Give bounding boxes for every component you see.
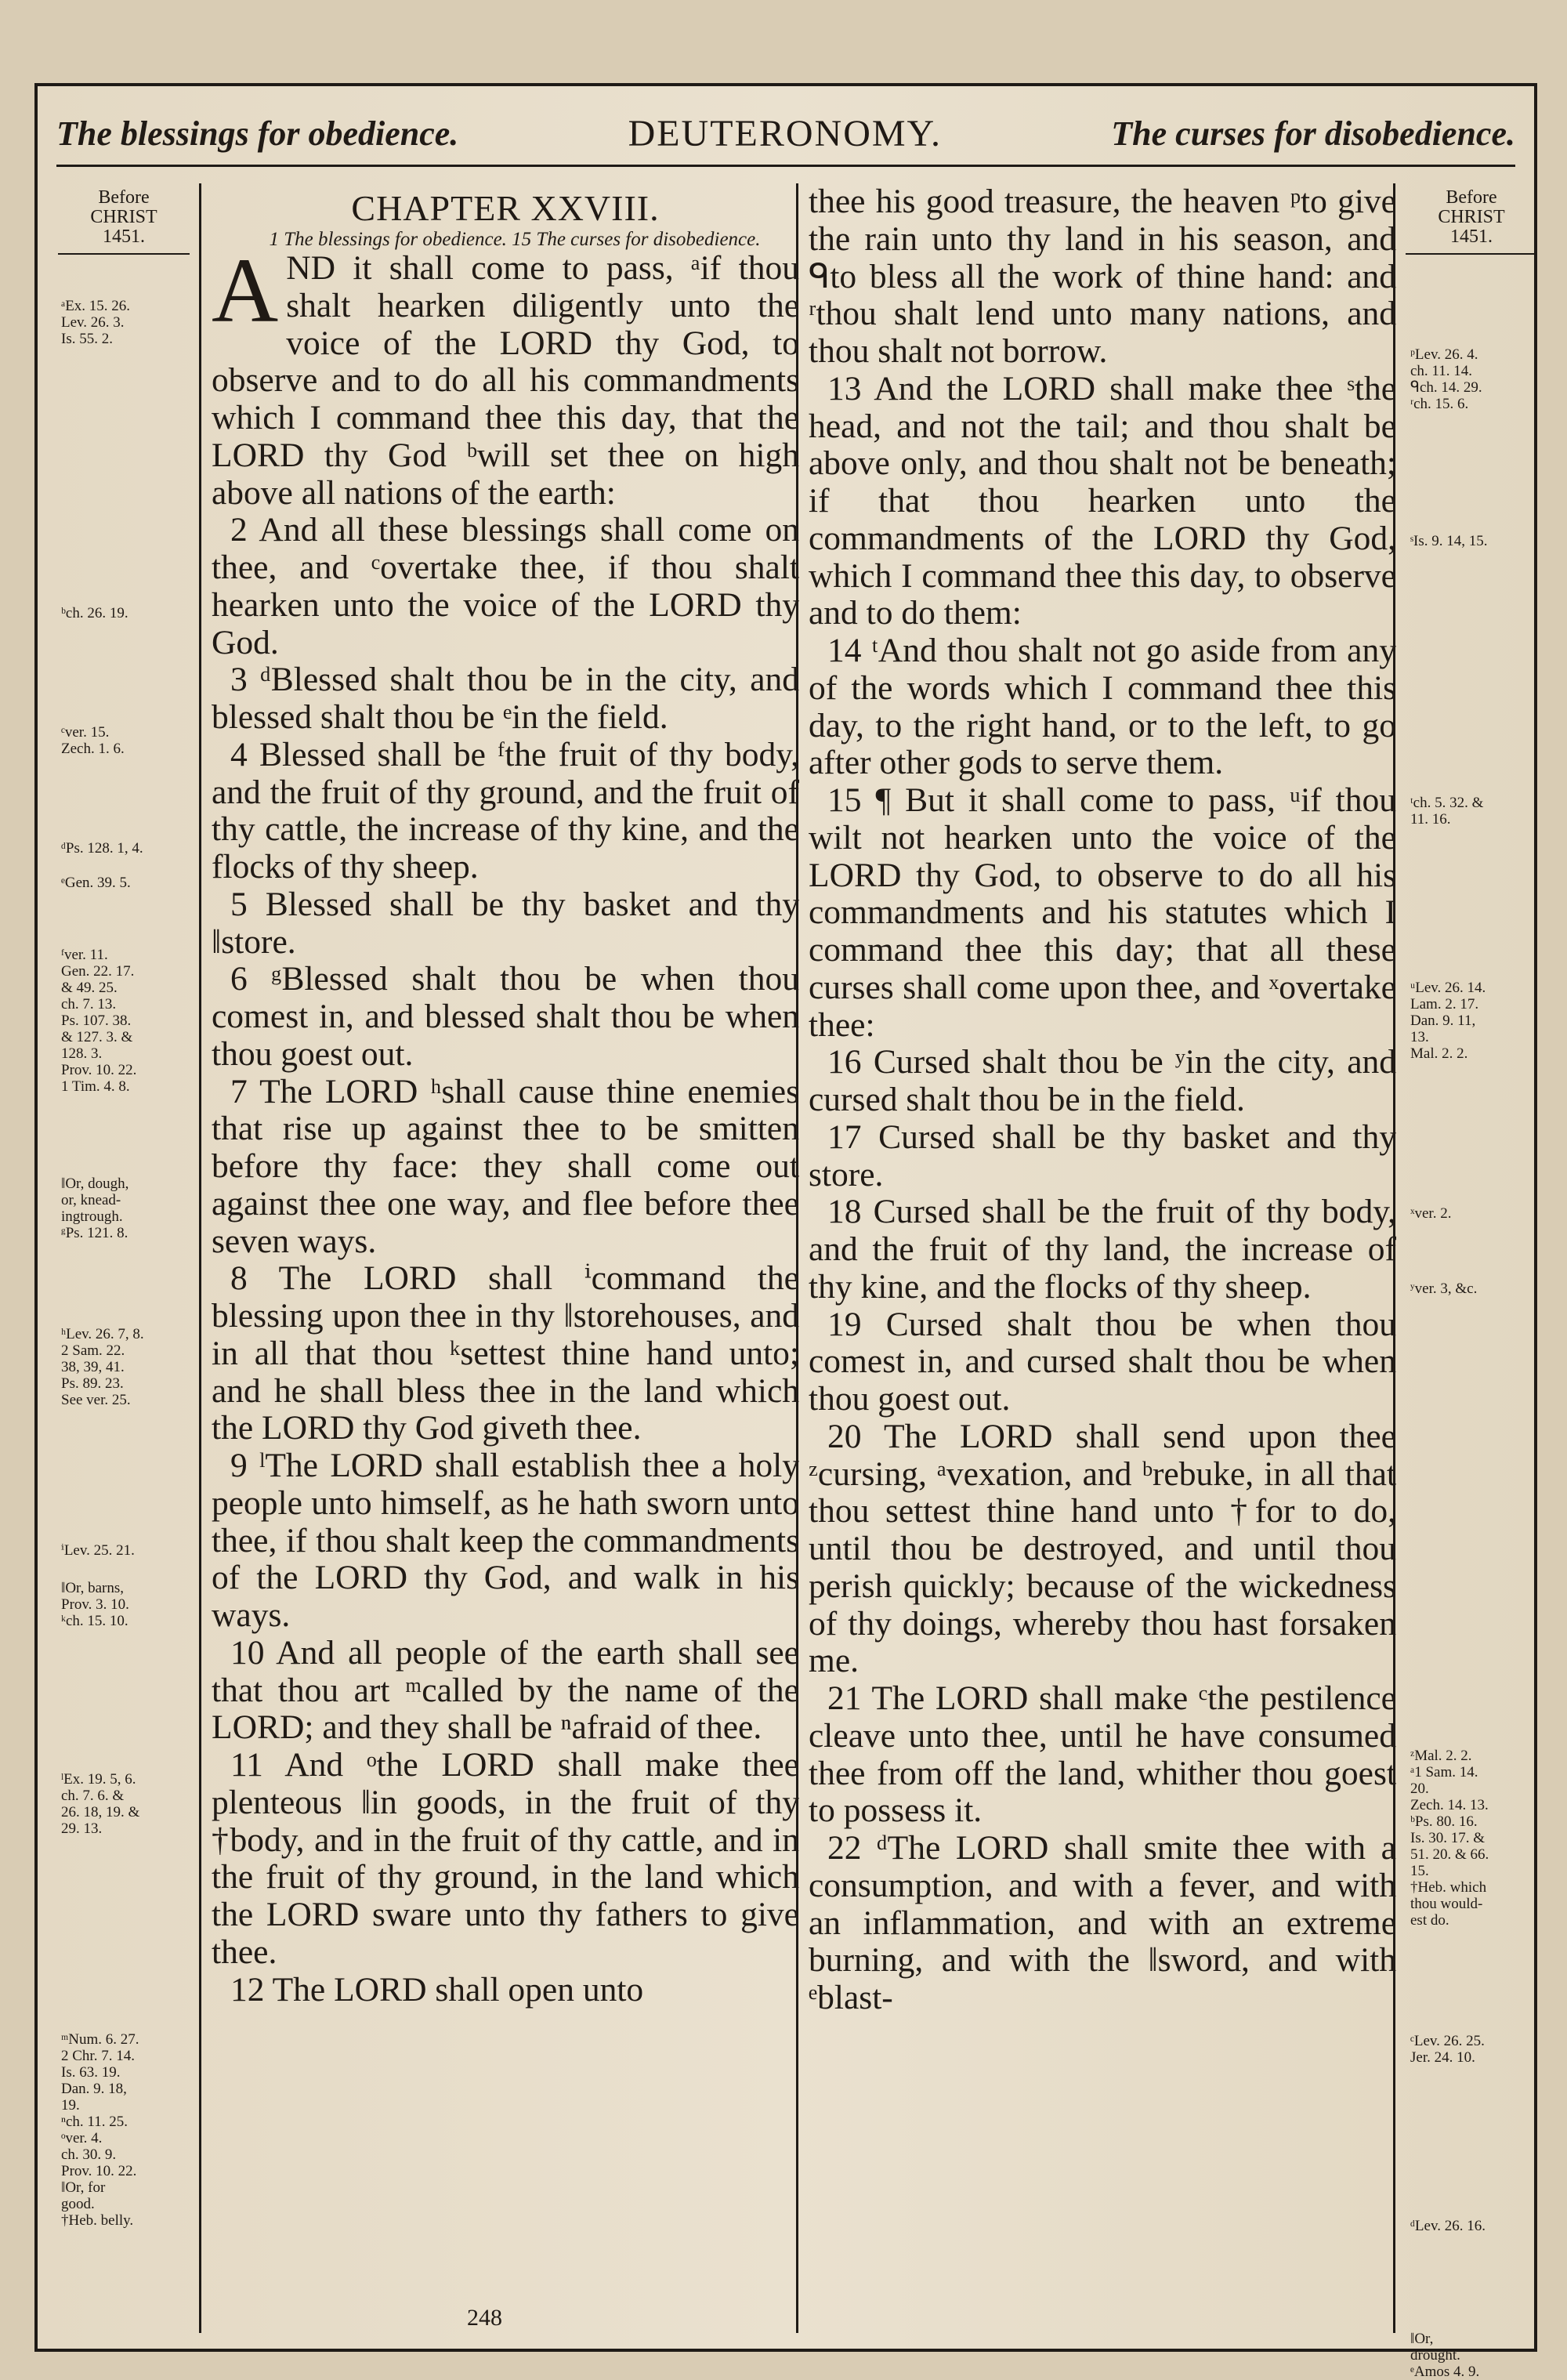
margin-note: ⁱLev. 25. 21. [61,1542,135,1559]
text-column-right [809,183,1396,2294]
verse: 12 The LORD shall open unto [230,1970,644,2009]
verse: 14 ᵗAnd thou shalt not go aside from any of the words which I command thee this day, to the right hand, or to the left, to go after other gods to serve them. [809,632,1396,782]
verse: 4 Blessed shall be ᶠthe fruit of thy body, and the fruit of thy ground, and the fruit of thy cattle, the increase of thy kine, and the flocks of thy sheep. [212,735,799,886]
right-margin-heading: Before CHRIST 1451. [1406,183,1537,255]
margin-note: ᶻMal. 2. 2. ᵃ1 Sam. 14. 20. Zech. 14. 13. ᵇPs. 80. 16. Is. 30. 17. & 51. 20. & 66. 15. †Heb. which thou would- est do. [1410,1748,1489,1929]
running-head-right: The curses for disobedience. [1111,114,1515,153]
margin-note: ˢIs. 9. 14, 15. [1410,533,1488,549]
verse: 5 Blessed shall be thy basket and thy ‖store. [212,885,799,961]
margin-note: ᵈPs. 128. 1, 4. [61,840,143,857]
running-head-book-title: DEUTERONOMY. [628,112,943,154]
left-margin-heading: Before CHRIST 1451. [58,183,190,255]
verse: 13 And the LORD shall make thee ˢthe head, and not the tail; and thou shalt be above only, and thou shalt not be beneath; if that thou hearken unto the commandments of the LORD thy God, which I command thee this day, to observe and to do them: [809,369,1396,632]
verse: 9 ˡThe LORD shall establish thee a holy people unto himself, as he hath sworn unto thee, if thou shalt keep the commandments of the LORD thy God, and walk in his ways. [212,1447,799,1634]
margin-note: ᵇch. 26. 19. [61,605,128,621]
margin-note: ˡEx. 19. 5, 6. ch. 7. 6. & 26. 18, 19. & 29. 13. [61,1771,140,1837]
margin-note: ‖Or, dough, or, knead- ingtrough. ᵍPs. 121. 8. [61,1176,129,1241]
verse: 17 Cursed shall be thy basket and thy store. [809,1118,1396,1194]
verse: 8 The LORD shall ⁱcommand the blessing upon thee in thy ‖storehouses, and in all that thou ᵏsettest thine hand unto; and he shall bless thee in the land which the LORD thy God giveth thee. [212,1259,799,1447]
verse: 20 The LORD shall send upon thee ᶻcursing, ᵃvexation, and ᵇrebuke, in all that thou settest thine hand unto †for to do, until thou be destroyed, and until thou perish quickly; because of the wickedness of thy doings, whereby thou hast forsaken me. [809,1417,1396,1680]
margin-note: ᵃEx. 15. 26. Lev. 26. 3. Is. 55. 2. [61,298,131,347]
verse: 16 Cursed shalt thou be ʸin the city, and cursed shalt thou be in the field. [809,1043,1396,1118]
margin-note: ᶠver. 11. Gen. 22. 17. & 49. 25. ch. 7. 13. Ps. 107. 38. & 127. 3. & 128. 3. Prov. 10. 22. 1 Tim. 4. 8. [61,947,137,1095]
margin-note: ᶜver. 15. Zech. 1. 6. [61,724,125,757]
right-margin-notes [1401,183,1542,2380]
margin-note: ᵘLev. 26. 14. Lam. 2. 17. Dan. 9. 11, 13. Mal. 2. 2. [1410,980,1486,1062]
verse: 15 ¶ But it shall come to pass, ᵘif thou wilt not hearken unto the voice of the LORD thy God, to observe to do all his commandments and his statutes which I command thee this day; that all these curses shall come upon thee, and ˣovertake thee: [809,781,1396,1044]
margin-note: ˣver. 2. [1410,1205,1452,1222]
verse-1-text: ND it shall come to pass, ᵃif thou shalt hearken diligently unto the voice of the LORD thy God, to observe and to do all his commandments which I command thee this day, that the LORD thy God ᵇwill set thee on high above all nations of the earth: [212,249,799,512]
page-number: 248 [467,2305,502,2331]
verse: 2 And all these blessings shall come on thee, and ᶜovertake thee, if thou shalt hearken unto the voice of the LORD thy God. [212,511,799,661]
left-margin-notes [53,183,194,2333]
margin-note: ‖Or, drought. ᵉAmos 4. 9. [1410,2331,1480,2380]
verse: 21 The LORD shall make ᶜthe pestilence cleave unto thee, until he have consumed thee from off the land, whither thou goest to possess it. [809,1679,1396,1830]
running-head-left: The blessings for obedience. [56,114,459,153]
running-head [56,102,1515,167]
margin-note: ᵗch. 5. 32. & 11. 16. [1410,795,1484,828]
margin-note: ᵉGen. 39. 5. [61,875,131,891]
chapter-title: CHAPTER XXVIII. [351,188,660,228]
margin-note: ᵈLev. 26. 16. [1410,2218,1486,2234]
margin-note: ʰLev. 26. 7, 8. 2 Sam. 22. 38, 39, 41. Ps. 89. 23. See ver. 25. [61,1326,144,1408]
margin-note: ʸver. 3, &c. [1410,1281,1478,1297]
verse-continuation: thee his good treasure, the heaven ᵖto give the rain unto thy land in his season, and ᑫto bless all the work of thine hand: and ʳthou shalt lend unto many nations, and thou shalt not borrow. [809,183,1396,370]
verse: 18 Cursed shall be the fruit of thy body, and the fruit of thy land, the increase of thy kine, and the flocks of thy sheep. [809,1193,1396,1306]
verse: 6 ᵍBlessed shalt thou be when thou comest in, and blessed shalt thou be when thou goest out. [212,960,799,1073]
margin-note: ᵖLev. 26. 4. ch. 11. 14. ᑫch. 14. 29. ʳch. 15. 6. [1410,346,1482,412]
left-margin-rule [199,183,201,2333]
verse: 11 And ᵒthe LORD shall make thee plenteous ‖in goods, in the fruit of thy †body, and in the fruit of thy cattle, and in the fruit of thy ground, in the land which the LORD sware unto thy fathers to give thee. [212,1746,799,1971]
margin-note: ᵐNum. 6. 27. 2 Chr. 7. 14. Is. 63. 19. Dan. 9. 18, 19. ⁿch. 11. 25. ᵒver. 4. ch. 30. 9. Prov. 10. 22. ‖Or, for good. †Heb. belly. [61,2031,139,2229]
verse: 10 And all people of the earth shall see that thou art ᵐcalled by the name of the LORD; and they shall be ⁿafraid of thee. [212,1633,799,1747]
verse: 7 The LORD ʰshall cause thine enemies that rise up against thee to be smitten before thy face: they shall come out against thee one way, and flee before thee seven ways. [212,1072,799,1260]
chapter-summary: 1 The blessings for obedience. 15 The curses for disobedience. [269,229,761,250]
margin-note: ‖Or, barns, Prov. 3. 10. ᵏch. 15. 10. [61,1580,129,1629]
page-frame [34,83,1537,2380]
margin-note: ᶜLev. 26. 25. Jer. 24. 10. [1410,2033,1485,2066]
text-column-left [212,183,799,2294]
verse: 22 ᵈThe LORD shall smite thee with a consumption, and with a fever, and with an inflammation, and with an extreme burning, and with the ‖sword, and with ᵉblast- [809,1829,1396,2016]
drop-cap: A [212,239,279,342]
verse: 19 Cursed shalt thou be when thou comest in, and cursed shalt thou be when thou goest out. [809,1305,1396,1418]
verse: 3 ᵈBlessed shalt thou be in the city, and blessed shalt thou be ᵉin the field. [212,661,799,736]
